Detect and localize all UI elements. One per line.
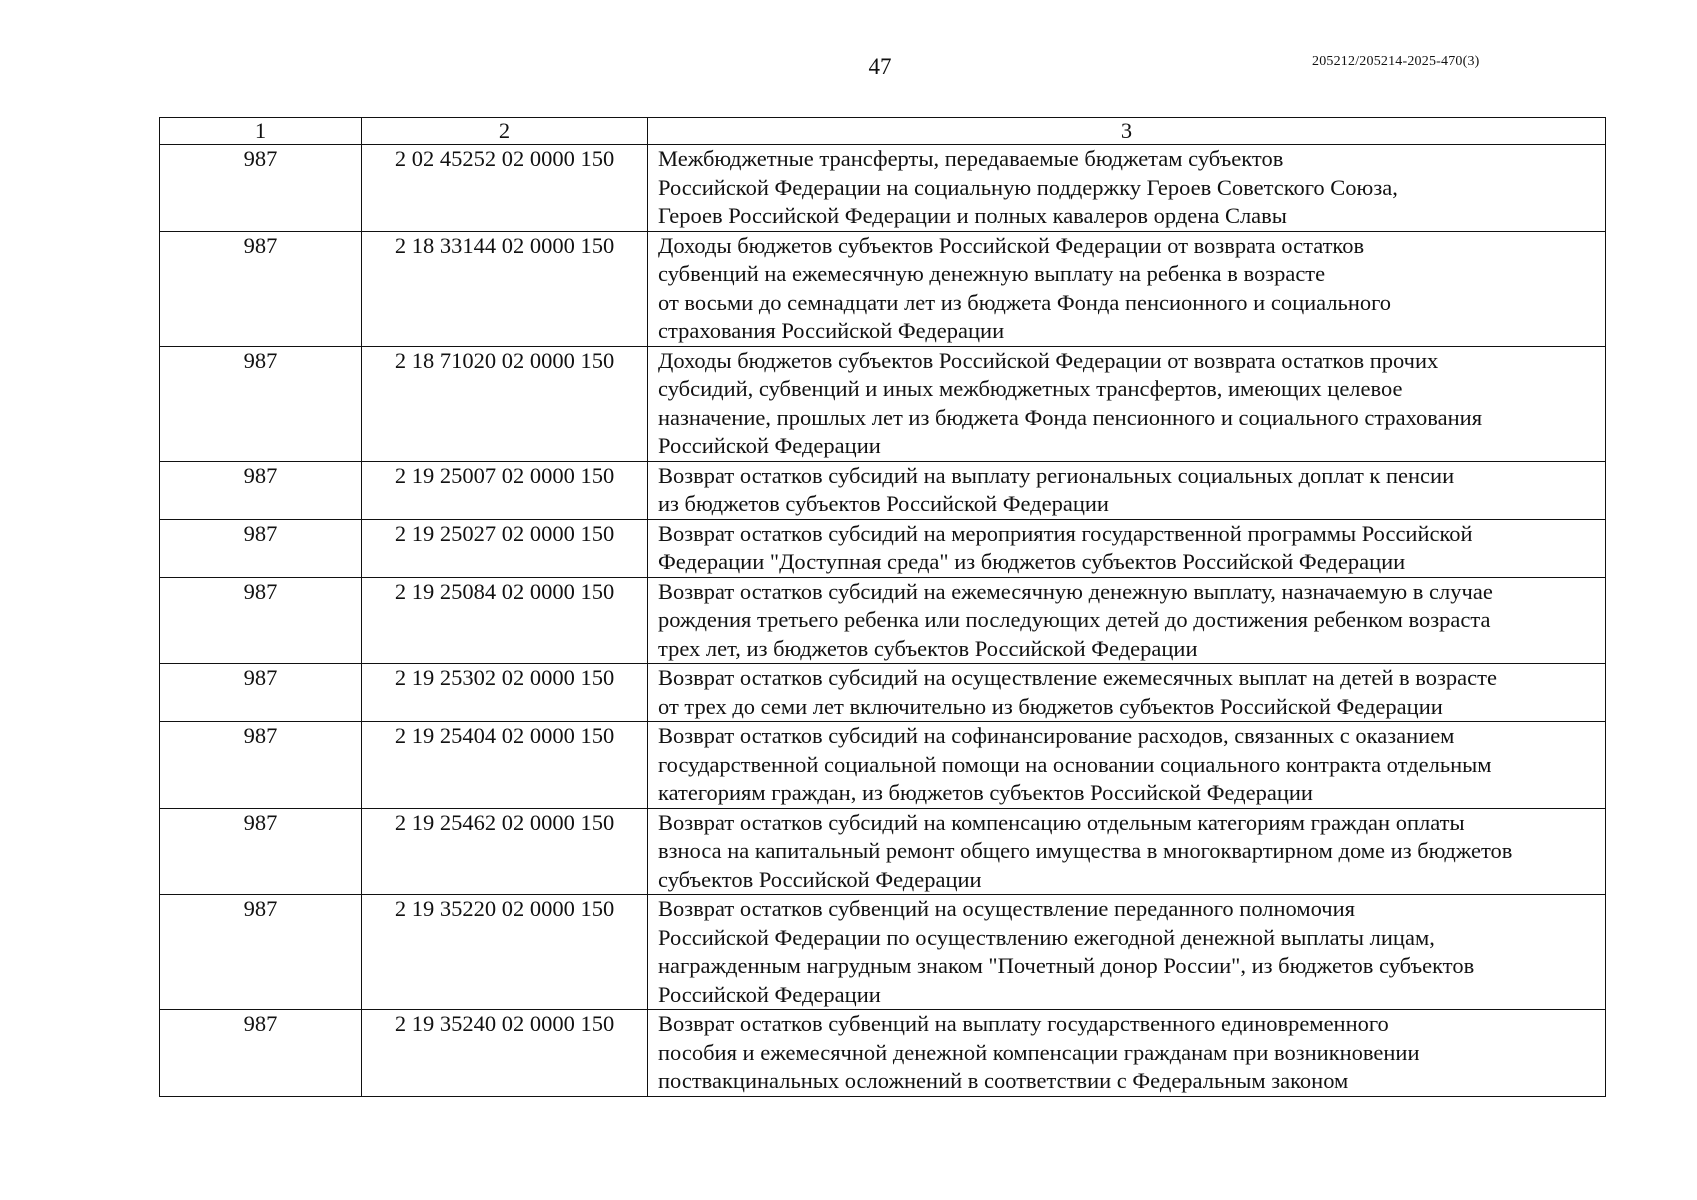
description-cell: Возврат остатков субсидий на мероприятия государственной программы Российской Федерации "Доступная среда" из бюджетов субъектов Российской Федерации [648, 519, 1606, 577]
column-header-1: 1 [160, 118, 362, 145]
description-cell: Доходы бюджетов субъектов Российской Федерации от возврата остатков субвенций на ежемесячную денежную выплату на ребенка в возрасте от восьми до семнадцати лет из бюджета Фонда пенсионного и социального страхования Российской Федерации [648, 231, 1606, 346]
admin-code-cell: 987 [160, 664, 362, 722]
description-cell: Возврат остатков субсидий на выплату региональных социальных доплат к пенсии из бюджетов субъектов Российской Федерации [648, 461, 1606, 519]
table-row [160, 577, 1606, 664]
admin-code-cell: 987 [160, 231, 362, 346]
table-header-row [160, 118, 1606, 145]
table-body [160, 145, 1606, 1097]
description-cell: Возврат остатков субсидий на ежемесячную денежную выплату, назначаемую в случае рождения третьего ребенка или последующих детей до достижения ребенком возраста трех лет, из бюджетов субъектов Российской Федерации [648, 577, 1606, 664]
budget-code-cell: 2 18 71020 02 0000 150 [362, 346, 648, 461]
document-code: 205212/205214-2025-470(3) [1312, 54, 1480, 69]
table-row [160, 145, 1606, 232]
budget-code-cell: 2 19 25302 02 0000 150 [362, 664, 648, 722]
table-row [160, 1010, 1606, 1097]
admin-code-cell: 987 [160, 895, 362, 1010]
description-cell: Возврат остатков субсидий на компенсацию отдельным категориям граждан оплаты взноса на капитальный ремонт общего имущества в многоквартирном доме из бюджетов субъектов Российской Федерации [648, 808, 1606, 895]
budget-codes-table [159, 117, 1606, 1097]
description-cell: Возврат остатков субсидий на осуществление ежемесячных выплат на детей в возрасте от трех до семи лет включительно из бюджетов субъектов Российской Федерации [648, 664, 1606, 722]
table-row [160, 461, 1606, 519]
description-cell: Межбюджетные трансферты, передаваемые бюджетам субъектов Российской Федерации на социальную поддержку Героев Советского Союза, Героев Российской Федерации и полных кавалеров ордена Славы [648, 145, 1606, 232]
admin-code-cell: 987 [160, 808, 362, 895]
budget-code-cell: 2 19 25404 02 0000 150 [362, 722, 648, 809]
description-cell: Доходы бюджетов субъектов Российской Федерации от возврата остатков прочих субсидий, субвенций и иных межбюджетных трансфертов, имеющих целевое назначение, прошлых лет из бюджета Фонда пенсионного и социального страхования Российской Федерации [648, 346, 1606, 461]
table-row [160, 664, 1606, 722]
budget-code-cell: 2 19 35240 02 0000 150 [362, 1010, 648, 1097]
budget-code-cell: 2 19 25084 02 0000 150 [362, 577, 648, 664]
budget-code-cell: 2 19 35220 02 0000 150 [362, 895, 648, 1010]
admin-code-cell: 987 [160, 461, 362, 519]
page-number: 47 [868, 54, 892, 79]
admin-code-cell: 987 [160, 722, 362, 809]
description-cell: Возврат остатков субвенций на осуществление переданного полномочия Российской Федерации по осуществлению ежегодной денежной выплаты лицам, награжденным нагрудным знаком "Почетный донор России", из бюджетов субъектов Российской Федерации [648, 895, 1606, 1010]
admin-code-cell: 987 [160, 519, 362, 577]
description-cell: Возврат остатков субвенций на выплату государственного единовременного пособия и ежемесячной денежной компенсации гражданам при возникновении поствакцинальных осложнений в соответствии с Федеральным законом [648, 1010, 1606, 1097]
budget-code-cell: 2 18 33144 02 0000 150 [362, 231, 648, 346]
table-row [160, 722, 1606, 809]
column-header-3: 3 [648, 118, 1606, 145]
admin-code-cell: 987 [160, 1010, 362, 1097]
budget-code-cell: 2 19 25462 02 0000 150 [362, 808, 648, 895]
table-row [160, 808, 1606, 895]
budget-code-cell: 2 02 45252 02 0000 150 [362, 145, 648, 232]
admin-code-cell: 987 [160, 346, 362, 461]
table-row [160, 231, 1606, 346]
description-cell: Возврат остатков субсидий на софинансирование расходов, связанных с оказанием государственной социальной помощи на основании социального контракта отдельным категориям граждан, из бюджетов субъектов Российской Федерации [648, 722, 1606, 809]
budget-code-cell: 2 19 25027 02 0000 150 [362, 519, 648, 577]
admin-code-cell: 987 [160, 145, 362, 232]
table-header [160, 118, 1606, 145]
table-row [160, 519, 1606, 577]
budget-code-cell: 2 19 25007 02 0000 150 [362, 461, 648, 519]
table-row [160, 895, 1606, 1010]
table-row [160, 346, 1606, 461]
column-header-2: 2 [362, 118, 648, 145]
admin-code-cell: 987 [160, 577, 362, 664]
